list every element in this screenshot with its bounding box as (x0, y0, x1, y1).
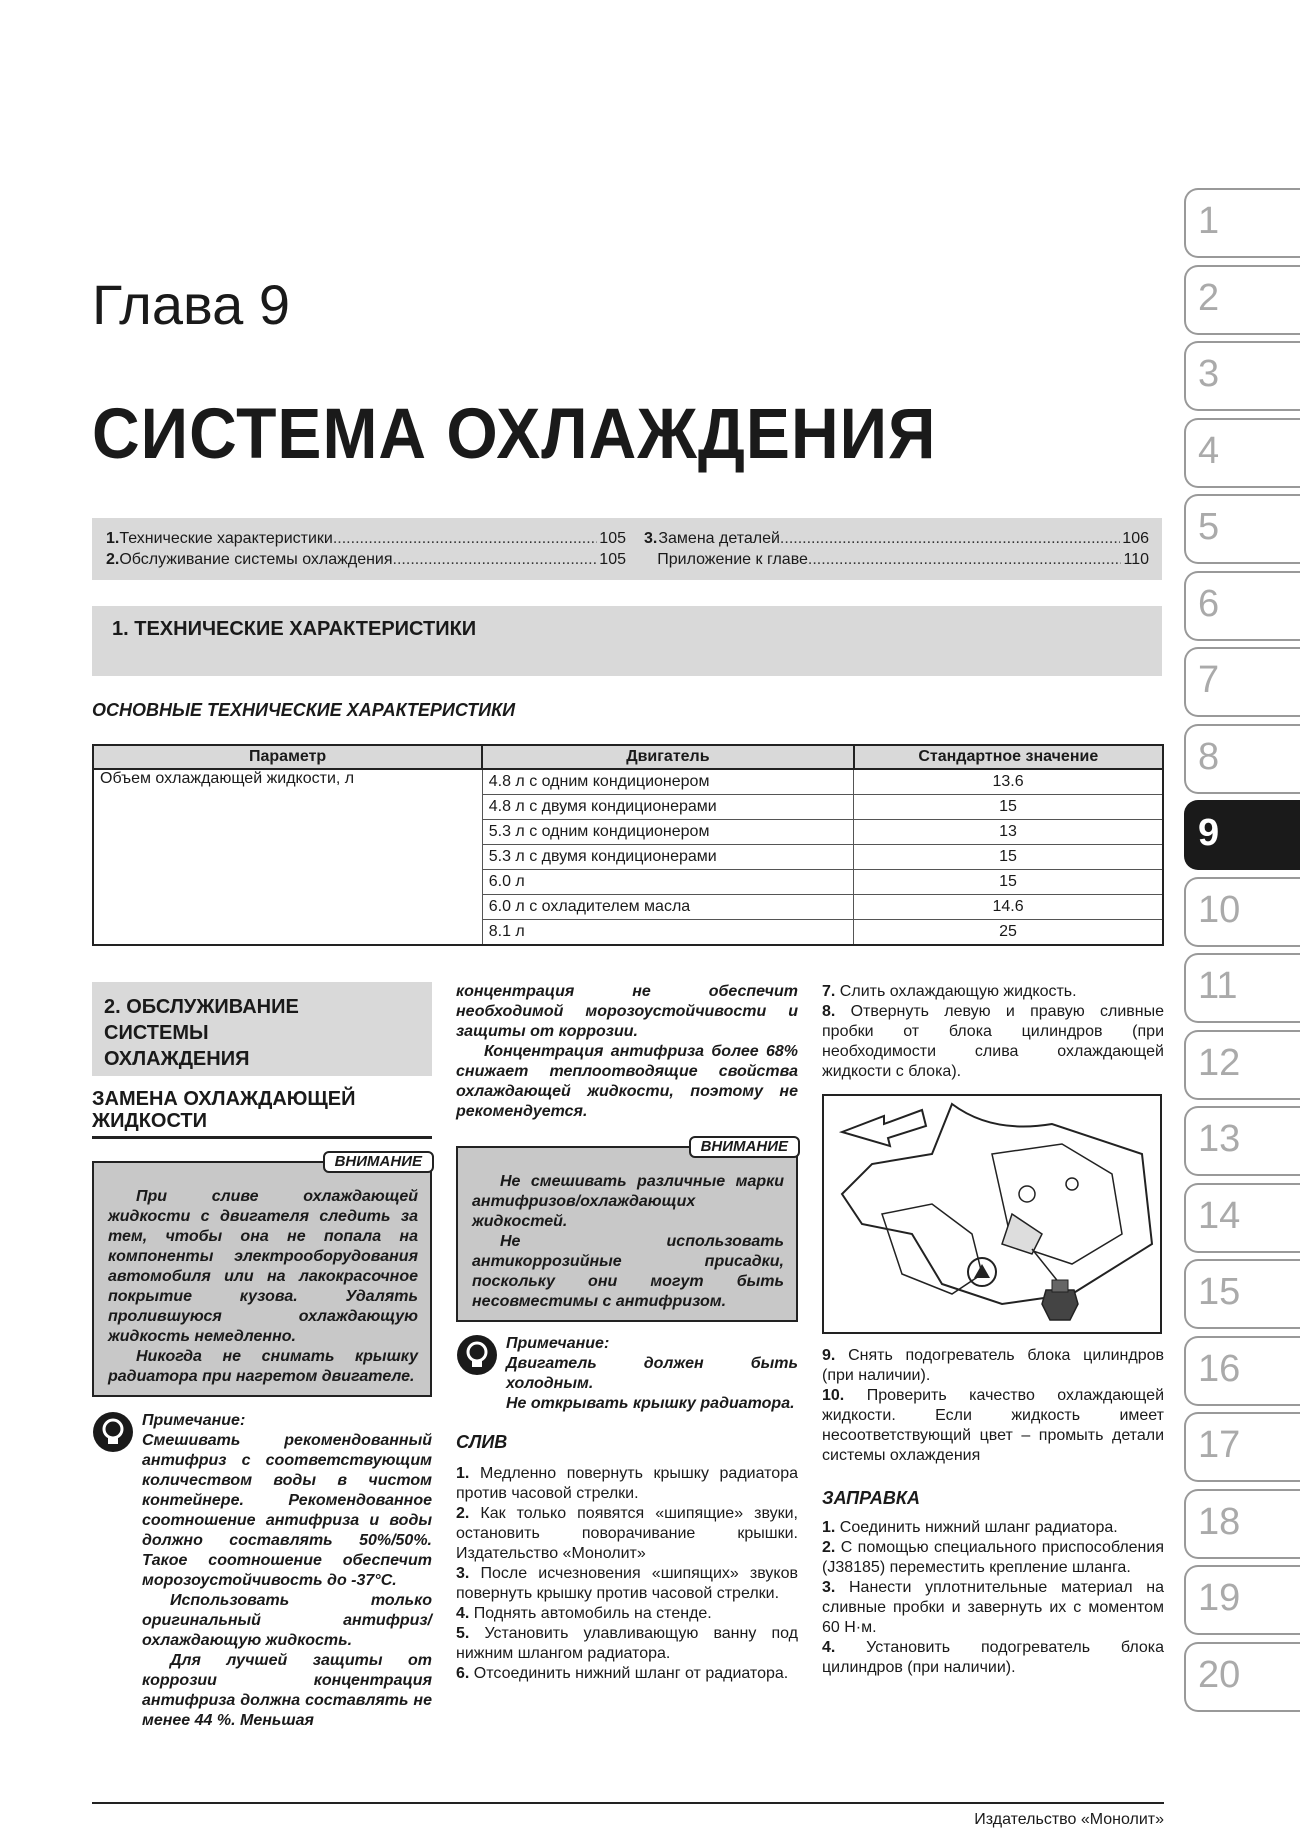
list-item (456, 1664, 798, 1684)
note-text: Двигатель должен быть холодным. (506, 1355, 798, 1392)
engine-cell: 4.8 л с двумя кондиционерами (482, 795, 853, 820)
note-block (92, 1411, 432, 1731)
engine-cell: 6.0 л с охладителем масла (482, 895, 853, 920)
step-text: Поднять автомобиль на стенде. (473, 1605, 712, 1622)
chapter-tab-number: 7 (1198, 659, 1220, 701)
chapter-tab-14[interactable] (1184, 1183, 1300, 1253)
warning-text: При сливе охлаждающей жидкости с двигателя следить за тем, чтобы она не попала на компоненты электрооборудования автомобиля или на лакокрасочное покрытие кузова. Удалять пролившуюся охлаждающую жидкость немедленно. (108, 1188, 418, 1345)
step-text: Отвернуть левую и правую сливные пробки от блока цилиндров (при необходимости слива охлаждающей жидкости с блока). (822, 1003, 1164, 1080)
step-number: 5. (456, 1625, 470, 1642)
section-2-title: 2. ОБСЛУЖИВАНИЕ СИСТЕМЫ ОХЛАЖДЕНИЯ (104, 996, 299, 1070)
value-cell: 15 (854, 870, 1163, 895)
list-item (822, 982, 1164, 1002)
toc-text: Замена деталей (658, 530, 780, 547)
section-1-title: 1. ТЕХНИЧЕСКИЕ ХАРАКТЕРИСТИКИ (112, 618, 477, 640)
toc-page: 105 (599, 530, 626, 547)
step-text: Медленно повернуть крышку радиатора против часовой стрелки. (456, 1465, 798, 1502)
chapter-tab-7[interactable] (1184, 647, 1300, 717)
toc-text: Обслуживание системы охлаждения (119, 551, 393, 568)
chapter-tab-16[interactable] (1184, 1336, 1300, 1406)
chapter-tab-5[interactable] (1184, 494, 1300, 564)
chapter-tab-number: 19 (1198, 1577, 1241, 1619)
table-row (93, 769, 1163, 795)
chapter-tab-9[interactable] (1184, 800, 1300, 870)
list-item (822, 1638, 1164, 1678)
note-text: Смешивать рекомендованный антифриз с соответствующим количеством воды в чистом контейнере. Рекомендованное соотношение антифриза и воды должно составлять 50%/50%. Такое соотношение обеспечит морозоустойчивость до -37°С. (142, 1432, 432, 1589)
toc-number: 1. (106, 530, 120, 547)
drain-heading: СЛИВ (456, 1432, 508, 1452)
chapter-title: СИСТЕМА ОХЛАЖДЕНИЯ (92, 393, 937, 473)
toc-leader (393, 549, 598, 570)
step-text: С помощью специального приспособления (J38185) переместить крепление шланга. (822, 1539, 1164, 1576)
table-of-contents (92, 518, 1162, 580)
column-header-value: Стандартное значение (854, 745, 1163, 769)
chapter-tab-number: 13 (1198, 1118, 1241, 1160)
specs-subtitle: ОСНОВНЫЕ ТЕХНИЧЕСКИЕ ХАРАКТЕРИСТИКИ (92, 700, 516, 720)
section-1-header (92, 606, 1162, 676)
engine-block-drain-plug-illustration (822, 1094, 1162, 1334)
warning-label: ВНИМАНИЕ (689, 1136, 800, 1158)
note-title: Примечание: (506, 1335, 610, 1352)
toc-page: 110 (1123, 551, 1149, 568)
chapter-tab-2[interactable] (1184, 265, 1300, 335)
list-item (822, 1002, 1164, 1082)
warning-box (92, 1153, 432, 1397)
chapter-tab-number: 9 (1198, 812, 1220, 854)
value-cell: 13.6 (854, 769, 1163, 795)
warning-label: ВНИМАНИЕ (323, 1151, 434, 1173)
step-number: 9. (822, 1347, 836, 1364)
step-number: 8. (822, 1003, 836, 1020)
drain-steps (456, 1464, 798, 1684)
heading-rule (92, 1136, 432, 1139)
footer-rule (92, 1802, 1164, 1804)
coolant-replacement-heading: ЗАМЕНА ОХЛАЖДАЮЩЕЙ ЖИДКОСТИ (92, 1088, 356, 1132)
chapter-tab-19[interactable] (1184, 1565, 1300, 1635)
toc-leader (333, 528, 597, 549)
step-number: 10. (822, 1387, 845, 1404)
chapter-tab-number: 3 (1198, 353, 1220, 395)
toc-page: 105 (599, 551, 626, 568)
chapter-tab-number: 18 (1198, 1500, 1241, 1543)
paragraph: концентрация не обеспечит необходимой морозоустойчивости и защиты от коррозии. (456, 983, 798, 1040)
chapter-tab-11[interactable] (1184, 953, 1300, 1023)
paragraph: Концентрация антифриза более 68% снижает теплоотводящие свойства охлаждающей жидкости, поэтому не рекомендуется. (456, 1043, 798, 1120)
toc-left-column (106, 528, 626, 570)
list-item (822, 1346, 1164, 1386)
step-number: 2. (456, 1505, 470, 1522)
chapter-tab-1[interactable] (1184, 188, 1300, 258)
toc-entry[interactable] (106, 549, 626, 570)
step-number: 4. (822, 1639, 836, 1656)
step-text: Как только появятся «шипящие» звуки, остановить поворачивание крышки. Издательство «Монолит» (456, 1505, 798, 1562)
value-cell: 14.6 (854, 895, 1163, 920)
note-block (456, 1334, 798, 1414)
parameter-cell: Объем охлаждающей жидкости, л (93, 769, 482, 945)
chapter-tab-6[interactable] (1184, 571, 1300, 641)
list-item (456, 1464, 798, 1504)
value-cell: 15 (854, 795, 1163, 820)
step-text: Отсоединить нижний шланг от радиатора. (473, 1665, 789, 1682)
chapter-tab-18[interactable] (1184, 1489, 1300, 1559)
toc-number: 2. (106, 551, 120, 568)
toc-number (644, 549, 657, 570)
chapter-tab-20[interactable] (1184, 1642, 1300, 1712)
column-header-parameter: Параметр (93, 745, 482, 769)
chapter-tab-10[interactable] (1184, 877, 1300, 947)
toc-right-column (644, 528, 1149, 570)
column-header-engine: Двигатель (482, 745, 853, 769)
chapter-tab-13[interactable] (1184, 1106, 1300, 1176)
chapter-tab-number: 16 (1198, 1347, 1241, 1390)
note-title: Примечание: (142, 1412, 246, 1429)
toc-entry[interactable] (644, 528, 1149, 549)
chapter-tab-4[interactable] (1184, 418, 1300, 488)
chapter-tab-number: 15 (1198, 1271, 1241, 1313)
engine-cell: 4.8 л с одним кондиционером (482, 769, 853, 795)
toc-text: Приложение к главе (657, 551, 808, 568)
list-item (822, 1386, 1164, 1466)
specs-table (92, 744, 1164, 946)
text-column-1 (92, 982, 432, 1731)
step-number: 6. (456, 1665, 470, 1682)
toc-page: 106 (1122, 530, 1149, 547)
chapter-tab-number: 2 (1198, 276, 1220, 319)
toc-text: Технические характеристики (119, 530, 333, 547)
text-column-3 (822, 982, 1164, 1678)
list-item (456, 1504, 798, 1564)
lightbulb-icon (92, 1411, 134, 1453)
lightbulb-icon (456, 1334, 498, 1376)
chapter-tab-number: 17 (1198, 1424, 1241, 1466)
chapter-tab-number: 8 (1198, 735, 1220, 778)
list-item (822, 1578, 1164, 1638)
step-text: После исчезновения «шипящих» звуков повернуть крышку против часовой стрелки. (456, 1565, 798, 1602)
warning-text: Не использовать антикоррозийные присадки, поскольку они могут быть несовместимы с антифризом. (472, 1233, 784, 1310)
chapter-tab-number: 6 (1198, 582, 1220, 625)
list-item (456, 1624, 798, 1664)
toc-leader (808, 549, 1122, 570)
note-text: Для лучшей защиты от коррозии концентрация антифриза должна составлять не менее 44 %. Меньшая (142, 1652, 432, 1729)
chapter-tab-15[interactable] (1184, 1259, 1300, 1329)
toc-number: 3. (644, 530, 658, 547)
step-number: 1. (456, 1465, 470, 1482)
note-text: Использовать только оригинальный антифриз/охлаждающую жидкость. (142, 1592, 432, 1649)
step-number: 7. (822, 983, 836, 1000)
note-text: Не открывать крышку радиатора. (506, 1395, 795, 1412)
toc-leader (780, 528, 1120, 549)
step-number: 2. (822, 1539, 836, 1556)
engine-cell: 5.3 л с двумя кондиционерами (482, 845, 853, 870)
step-number: 3. (456, 1565, 470, 1582)
step-text: Установить подогреватель блока цилиндров (при наличии). (822, 1639, 1164, 1676)
section-2-header (92, 982, 432, 1076)
chapter-tab-number: 4 (1198, 429, 1220, 472)
toc-entry[interactable] (644, 549, 1149, 570)
chapter-tab-17[interactable] (1184, 1412, 1300, 1482)
chapter-tab-8[interactable] (1184, 724, 1300, 794)
table-header-row (93, 745, 1163, 769)
engine-cell: 5.3 л с одним кондиционером (482, 820, 853, 845)
chapter-tab-12[interactable] (1184, 1030, 1300, 1100)
engine-cell: 8.1 л (482, 920, 853, 946)
step-text: Соединить нижний шланг радиатора. (839, 1519, 1118, 1536)
engine-cell: 6.0 л (482, 870, 853, 895)
step-number: 4. (456, 1605, 470, 1622)
toc-entry[interactable] (106, 528, 626, 549)
chapter-tab-3[interactable] (1184, 341, 1300, 411)
value-cell: 15 (854, 845, 1163, 870)
list-item (822, 1538, 1164, 1578)
warning-box (456, 1138, 798, 1322)
chapter-tab-number: 10 (1198, 888, 1241, 931)
chapter-tab-number: 11 (1198, 965, 1238, 1007)
footer-publisher: Издательство «Монолит» (974, 1811, 1164, 1828)
chapter-tab-number: 1 (1198, 200, 1220, 242)
step-number: 1. (822, 1519, 836, 1536)
list-item (456, 1564, 798, 1604)
step-number: 3. (822, 1579, 836, 1596)
step-text: Снять подогреватель блока цилиндров (при наличии). (822, 1347, 1164, 1384)
text-column-2 (456, 982, 798, 1684)
list-item (456, 1604, 798, 1624)
fill-heading: ЗАПРАВКА (822, 1488, 920, 1508)
chapter-tab-number: 5 (1198, 506, 1220, 548)
step-text: Нанести уплотнительные материал на сливные пробки и завернуть их с моментом 60 Н·м. (822, 1579, 1164, 1636)
step-text: Установить улавливающую ванну под нижним шлангом радиатора. (456, 1625, 798, 1662)
chapter-tab-number: 12 (1198, 1041, 1241, 1084)
warning-text: Никогда не снимать крышку радиатора при нагретом двигателе. (108, 1348, 418, 1385)
chapter-tab-number: 20 (1198, 1653, 1241, 1696)
warning-text: Не смешивать различные марки антифризов/охлаждающих жидкостей. (472, 1173, 784, 1230)
value-cell: 13 (854, 820, 1163, 845)
chapter-label: Глава 9 (92, 273, 290, 336)
step-text: Слить охлаждающую жидкость. (839, 983, 1077, 1000)
value-cell: 25 (854, 920, 1163, 946)
step-text: Проверить качество охлаждающей жидкости. Если жидкость имеет несоответствующий цвет – промыть детали системы охлаждения (822, 1387, 1164, 1464)
list-item (822, 1518, 1164, 1538)
chapter-tab-number: 14 (1198, 1194, 1241, 1237)
